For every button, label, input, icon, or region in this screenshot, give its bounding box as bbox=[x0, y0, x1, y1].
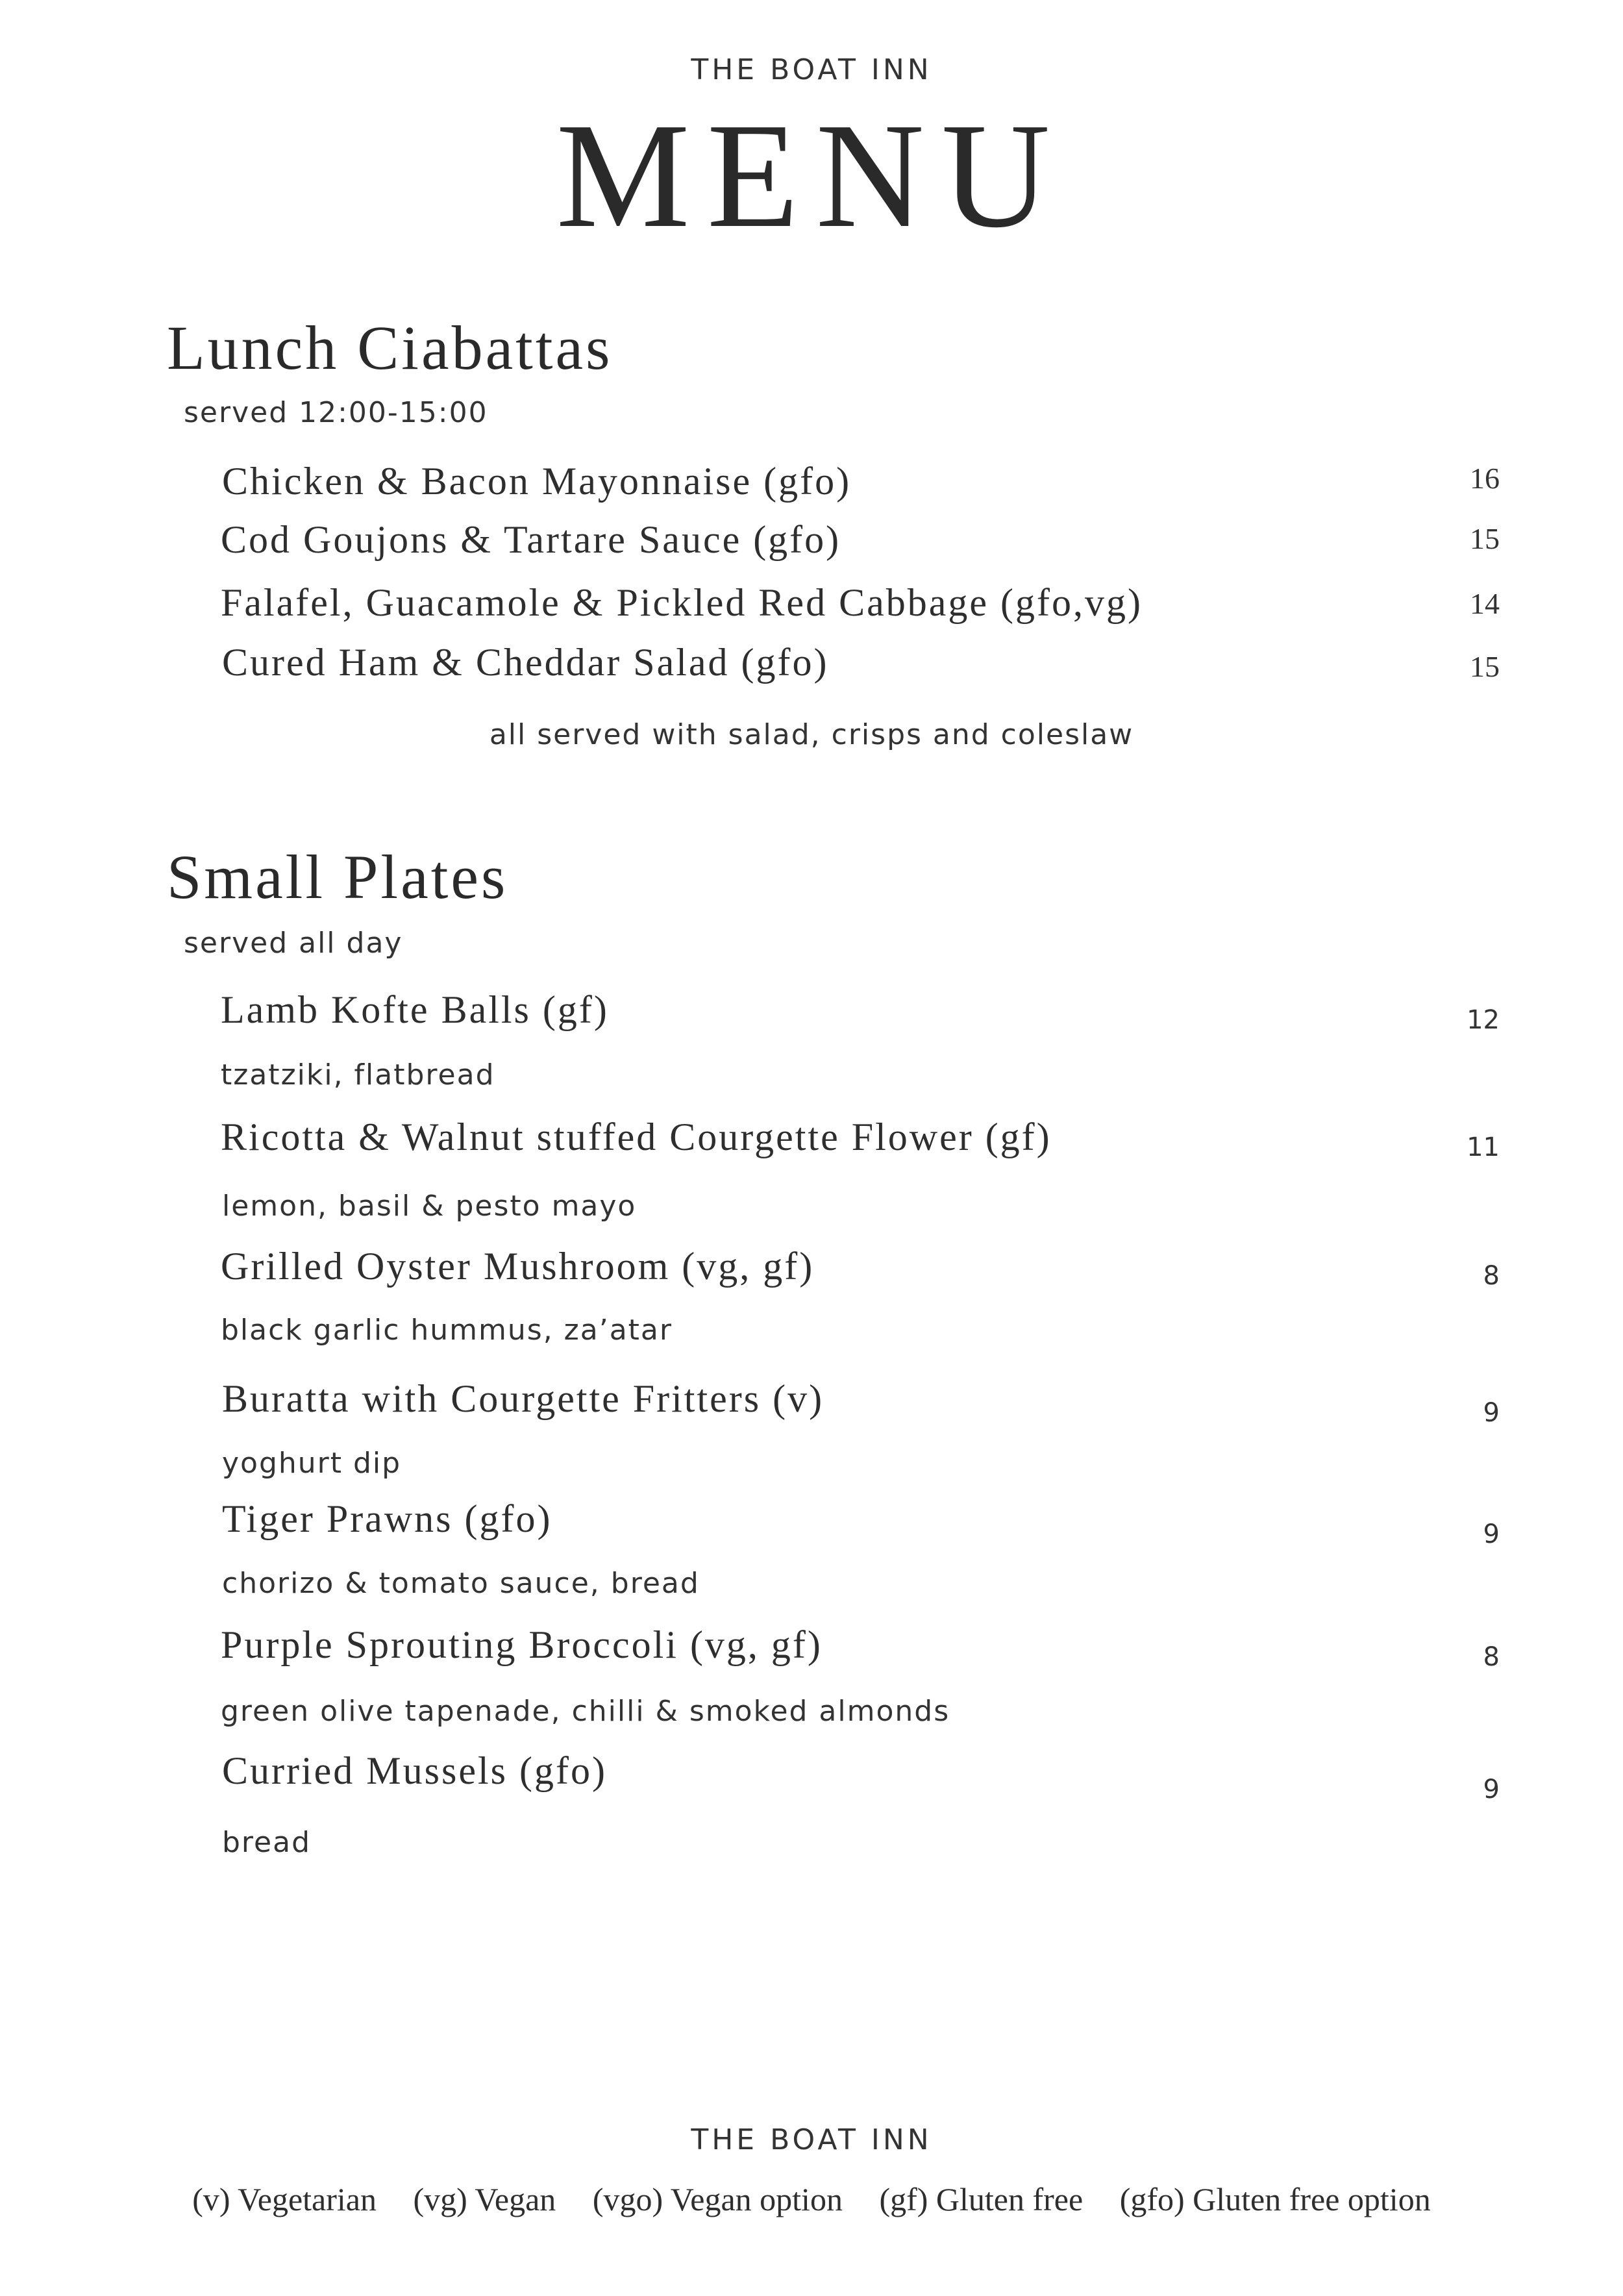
menu-title: MENU bbox=[556, 92, 1067, 259]
legend-gluten-free-option: (gfo) Gluten free option bbox=[1119, 2181, 1431, 2217]
small-plate-description: black garlic hummus, za’atar bbox=[221, 1314, 673, 1347]
legend-vegan-option: (vgo) Vegan option bbox=[592, 2181, 843, 2217]
small-plate-price: 11 bbox=[1467, 1132, 1500, 1162]
small-plate-description: lemon, basil & pesto mayo bbox=[222, 1190, 637, 1223]
lunch-note: all served with salad, crisps and coleslaw bbox=[489, 718, 1134, 751]
small-plate-price: 9 bbox=[1483, 1775, 1500, 1804]
small-plate-description: bread bbox=[222, 1826, 312, 1859]
legend-gluten-free: (gf) Gluten free bbox=[879, 2181, 1084, 2217]
small-plate-description: green olive tapenade, chilli & smoked almonds bbox=[221, 1695, 950, 1728]
venue-name-bottom: THE BOAT INN bbox=[691, 2123, 932, 2156]
small-plate-price: 8 bbox=[1483, 1642, 1500, 1672]
legend-vegan: (vg) Vegan bbox=[413, 2181, 556, 2217]
small-plate-name: Lamb Kofte Balls (gf) bbox=[221, 988, 609, 1031]
venue-name-top: THE BOAT INN bbox=[691, 53, 932, 86]
small-plate-price: 8 bbox=[1483, 1261, 1500, 1291]
lunch-item-price: 14 bbox=[1470, 587, 1500, 620]
lunch-item-price: 15 bbox=[1470, 650, 1500, 683]
lunch-item-name: Cod Goujons & Tartare Sauce (gfo) bbox=[221, 518, 841, 561]
lunch-item-name: Cured Ham & Cheddar Salad (gfo) bbox=[222, 641, 829, 684]
small-plate-name: Buratta with Courgette Fritters (v) bbox=[222, 1377, 824, 1420]
section-title-lunch: Lunch Ciabattas bbox=[167, 313, 613, 382]
small-plate-description: chorizo & tomato sauce, bread bbox=[222, 1567, 700, 1600]
lunch-item-name: Chicken & Bacon Mayonnaise (gfo) bbox=[222, 460, 852, 503]
small-plate-name: Purple Sprouting Broccoli (vg, gf) bbox=[221, 1623, 823, 1666]
small-plate-name: Ricotta & Walnut stuffed Courgette Flower (gf) bbox=[221, 1116, 1052, 1158]
small-plate-description: yoghurt dip bbox=[222, 1447, 402, 1480]
small-plate-price: 9 bbox=[1483, 1398, 1500, 1428]
section-subtitle-lunch: served 12:00-15:00 bbox=[184, 396, 488, 429]
legend-vegetarian: (v) Vegetarian bbox=[192, 2181, 377, 2217]
small-plate-price: 12 bbox=[1467, 1005, 1500, 1035]
section-subtitle-small-plates: served all day bbox=[184, 927, 403, 960]
small-plate-name: Grilled Oyster Mushroom (vg, gf) bbox=[221, 1245, 815, 1288]
small-plate-name: Tiger Prawns (gfo) bbox=[222, 1497, 552, 1540]
small-plate-name: Curried Mussels (gfo) bbox=[222, 1749, 607, 1792]
section-title-small-plates: Small Plates bbox=[167, 842, 508, 912]
dietary-legend bbox=[0, 2180, 1623, 2218]
lunch-item-name: Falafel, Guacamole & Pickled Red Cabbage (gfo,vg) bbox=[221, 581, 1143, 624]
lunch-item-price: 16 bbox=[1470, 462, 1500, 495]
small-plate-price: 9 bbox=[1483, 1519, 1500, 1549]
lunch-item-price: 15 bbox=[1470, 522, 1500, 555]
small-plate-description: tzatziki, flatbread bbox=[221, 1058, 495, 1092]
